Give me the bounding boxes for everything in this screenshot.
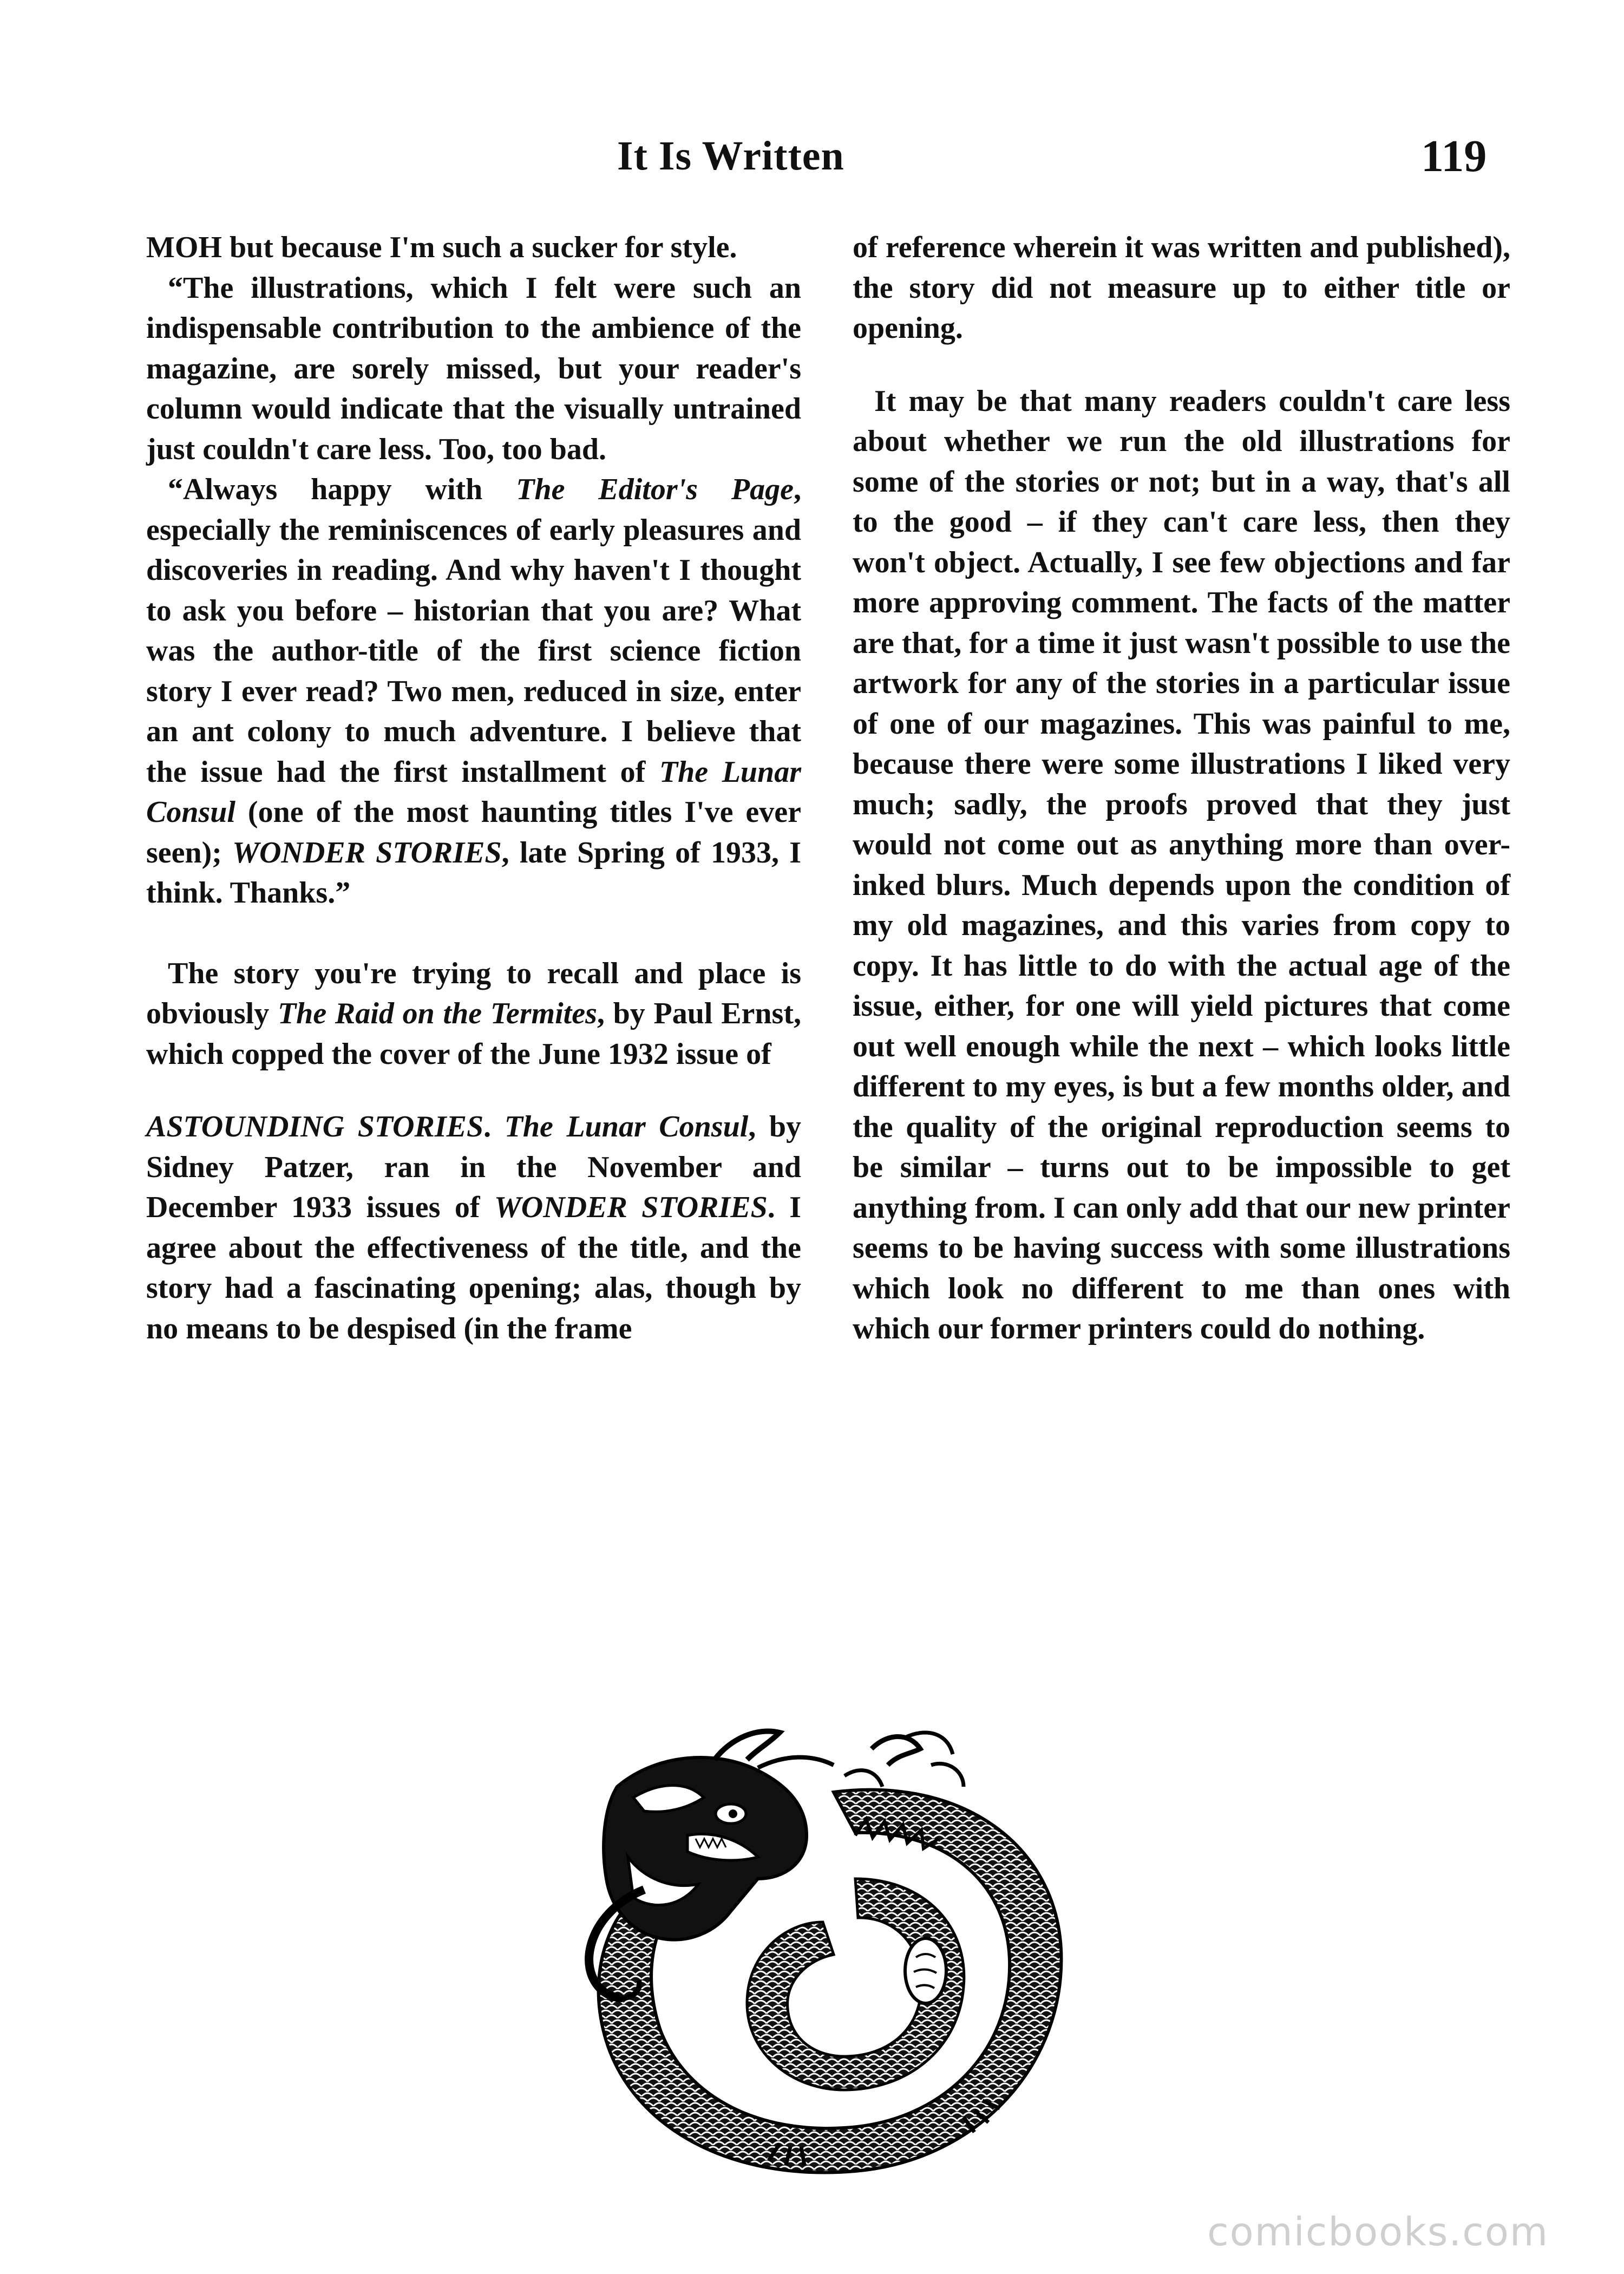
italic-title: WONDER STORIES <box>494 1191 768 1224</box>
watermark: comicbooks.com <box>1207 2209 1549 2255</box>
italic-title: The Raid on the Termites <box>277 997 597 1030</box>
paragraph: of reference wherein it was written and published), the story did not measure up to either title or opening. <box>853 231 1510 345</box>
text-run: “Always happy with <box>168 473 516 506</box>
paragraph: It may be that many readers couldn't care less about whether we run the old illustrations for some of the stories or not; but in a way, that's all to the good – if they can't care less, then they won't object. Actually, I see few objections and far more approving comment. The facts of the matter are that, for a time it just wasn't possible to use the artwork for any of the stories in a particular issue of one of our magazines. This was painful to me, because there were some illustrations I liked very much; sadly, the proofs proved that they just would not come out as anything more than over-inked blurs. Much depends upon the condition of my old magazines, and this varies from copy to copy. It has little to do with the actual age of the issue, either, for one will yield pictures that come out well enough while the next – which looks little different to my eyes, is but a few months older, and the quality of the original reproduction seems to be similar – turns out to be impossible to get anything from. I can only add that our new printer seems to be having success with some illustrations which look no different to me than ones with which our former printers could do nothing. <box>853 384 1510 1345</box>
paragraph <box>146 953 801 1075</box>
italic-title: ASTOUNDING STORIES <box>146 1110 484 1143</box>
paragraph <box>146 1107 801 1349</box>
paragraph: MOH but because I'm such a sucker for style. <box>146 231 737 264</box>
text-run: (one of the most haunting titles I've ever seen); <box>146 795 801 870</box>
italic-title: The Editor's Page <box>516 473 794 506</box>
text-run: . <box>483 1110 505 1143</box>
paragraph: “The illustrations, which I felt were such an indispensable contribution to the ambience of the magazine, are sorely missed, but your reader's column would indicate that the visually untrained just couldn't care less. Too, too bad. <box>146 271 801 466</box>
page-number: 119 <box>1421 131 1487 181</box>
text-run: The story you're trying to recall and place is obviously <box>146 956 801 1030</box>
text-run: . I agree about the effectiveness of the title, and the story had a fascinating opening; alas, though by no means to be despised (in the frame <box>146 1191 801 1345</box>
text-run: , late Spring of 1933, I think. Thanks.” <box>146 835 801 910</box>
left-column <box>146 227 801 1349</box>
text-run: , especially the reminiscences of early pleasures and discoveries in reading. And why haven't I thought to ask you before – historian that you are? What was the author-title of the first science fiction story I ever read? Two men, reduced in size, enter an ant colony to much adventure. I believe that the issue had the first installment of <box>146 473 801 789</box>
running-head: It Is Written <box>617 133 844 179</box>
text-run: , by Sidney Patzer, ran in the November and December 1933 issues of <box>146 1110 801 1224</box>
italic-title: The Lunar Consul <box>504 1110 749 1143</box>
italic-title: The Lunar Consul <box>146 755 801 829</box>
right-column <box>853 227 1510 1349</box>
dragon-illustration-icon <box>552 1716 1115 2193</box>
page-header <box>0 0 1624 184</box>
paragraph <box>146 469 801 913</box>
text-run: , by Paul Ernst, which copped the cover of the June 1932 issue of <box>146 997 802 1071</box>
italic-title: WONDER STORIES <box>232 835 502 870</box>
